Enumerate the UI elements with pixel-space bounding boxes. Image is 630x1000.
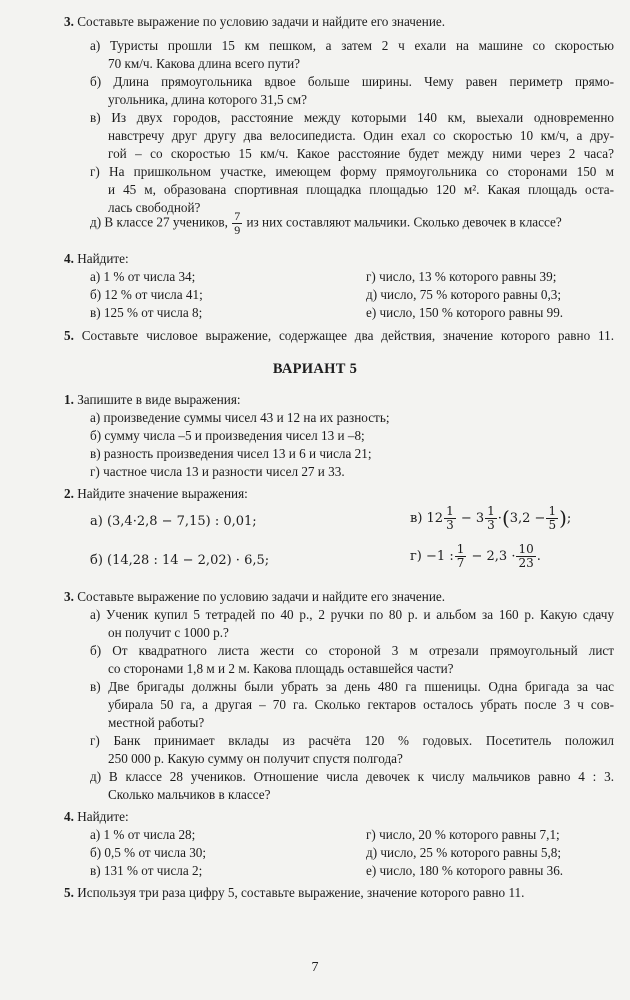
task2-v-mid: − 3 [460, 511, 485, 526]
task-number: 3. [64, 14, 74, 29]
task2-v-inner: 3,2 − [509, 511, 546, 526]
task1-heading: 1. Запишите в виде выражения: [64, 392, 241, 407]
task2-expr-b: б) (14,28 : 14 − 2,02) · 6,5; [90, 553, 270, 568]
fraction-10-23: $\frac{10}{23}$ [518, 542, 534, 570]
task4-v4-left-0: а) 1 % от числа 34; [90, 269, 196, 284]
task2-g-pre: −1 : [426, 549, 454, 564]
task3-v4-v-line3: гой – со скоростью 15 км/ч. Какое расстояние будет между ними через 2 часа? [108, 146, 614, 161]
task2-expr-g [410, 543, 541, 570]
task4-heading: 4. Найдите: [64, 809, 129, 824]
task3-v4-d-post: из них составляют мальчики. Сколько девочек в классе? [246, 214, 562, 230]
task3-v4-v-line2: навстречу друг другу два велосипедиста. Один ехал со скоростью 10 км/ч, а дру- [108, 128, 614, 143]
task3-g-line1: г) Банк принимает вклады из расчёта 120 % годовых. Посетитель положил [90, 733, 614, 748]
task5-v4: 5. Составьте числовое выражение, содержащее два действия, значение которого равно 11. [64, 328, 614, 343]
task-number: 5. [64, 328, 74, 343]
task4-v4-left-2: в) 125 % от числа 8; [90, 305, 203, 320]
task3-a-line1: а) Ученик купил 5 тетрадей по 40 р., 2 ручки по 80 р. и альбом за 160 р. Какую сдачу [90, 607, 614, 622]
task4-left-2: в) 131 % от числа 2; [90, 863, 203, 878]
task3-v4-g-line1: г) На пришкольном участке, имеющем форму прямоугольника со сторонами 150 м [90, 164, 614, 179]
task3-b-line2: со сторонами 1,8 м и 2 м. Какова площадь оставшейся части? [108, 661, 454, 676]
task4-left-0: а) 1 % от числа 28; [90, 827, 196, 842]
task3-g-line2: 250 000 р. Какую сумму он получит спустя полгода? [108, 751, 403, 766]
task-number: 4. [64, 251, 74, 266]
task3-v4-heading: 3. Составьте выражение по условию задачи и найдите его значение. [64, 14, 446, 29]
task4-v4-right-2: е) число, 150 % которого равны 99. [366, 305, 564, 320]
task-number: 1. [64, 392, 74, 407]
fraction-1-5: $\frac{1}{5}$ [548, 504, 557, 532]
task3-v4-d-pre: д) В классе 27 учеников, [90, 214, 228, 230]
task2-expr-a: а) (3,4·2,8 − 7,15) : 0,01; [90, 514, 257, 529]
task2-heading: 2. Найдите значение выражения: [64, 486, 248, 501]
task3-v-line3: местной работы? [108, 715, 205, 730]
task3-d-line1: д) В классе 28 учеников. Отношение числа девочек к числу мальчиков равно 4 : 3. [90, 769, 614, 784]
task3-a-line2: он получит с 1000 р.? [108, 625, 229, 640]
task3-v-line2: убирала 50 га, а другая – 70 га. Сколько гектаров осталось убрать после 3 ч сов- [108, 697, 614, 712]
task3-v4-g-line3: лась свободной? [108, 200, 201, 215]
task3-d-line2: Сколько мальчиков в классе? [108, 787, 271, 802]
task4-left-1: б) 0,5 % от числа 30; [90, 845, 207, 860]
task2-g-label: г) [410, 549, 422, 564]
variant-title: ВАРИАНТ 5 [272, 361, 358, 377]
task2-v-int1: 12 [426, 511, 444, 526]
task4-right-1: д) число, 25 % которого равны 5,8; [366, 845, 562, 860]
task1-item-v: в) разность произведения чисел 13 и 6 и числа 21; [90, 446, 372, 461]
task-number: 5. [64, 885, 74, 900]
task3-v4-v-line1: в) Из двух городов, расстояние между которыми 140 км, выехали одновременно [90, 110, 614, 125]
fraction-1-7: $\frac{1}{7}$ [456, 542, 465, 570]
task1-item-a: а) произведение суммы чисел 43 и 12 на их разность; [90, 410, 390, 425]
task3-v-line1: в) Две бригады должны были убрать за день 480 га пшеницы. Одна бригада за час [90, 679, 614, 694]
task2-expr-v: в) 12 $\frac{1}{3}$ − 3 $\frac{1}{3}$ ·(3,2 − $\frac{1}{5}$ ); [410, 504, 572, 532]
task2-v-end: ; [566, 511, 572, 526]
task4-right-0: г) число, 20 % которого равны 7,1; [366, 827, 560, 842]
fraction-1-3-a: $\frac{1}{3}$ [446, 504, 454, 532]
task3-v4-b-line1: б) Длина прямоугольника вдвое больше ширины. Чему равен периметр прямо- [90, 74, 614, 89]
task2-v-label: в) [410, 511, 423, 526]
task4-right-2: е) число, 180 % которого равны 36. [366, 863, 564, 878]
fraction-7-9: $\frac{7}{9}$ [234, 209, 241, 237]
task4-v4-right-0: г) число, 13 % которого равны 39; [366, 269, 557, 284]
task-number: 3. [64, 589, 74, 604]
page-number: 7 [311, 960, 319, 975]
task3-v4-b-line2: угольника, длина которого 31,5 см? [108, 92, 307, 107]
fraction-1-3-b: $\frac{1}{3}$ [487, 504, 495, 532]
task1-item-g: г) частное числа 13 и разности чисел 27 и 33. [90, 464, 345, 479]
task1-item-b: б) сумму числа –5 и произведения чисел 13 и –8; [90, 428, 365, 443]
task4-v4-heading: 4. Найдите: [64, 251, 129, 266]
task4-v4-right-1: д) число, 75 % которого равны 0,3; [366, 287, 562, 302]
task-number: 4. [64, 809, 74, 824]
task3-heading: 3. Составьте выражение по условию задачи и найдите его значение. [64, 589, 446, 604]
task3-b-line1: б) От квадратного листа жести со стороной 3 м отрезали прямоугольный лист [90, 643, 614, 658]
task5: 5. Используя три раза цифру 5, составьте выражение, значение которого равно 11. [64, 885, 525, 900]
task3-v4-a-line1: а) Туристы прошли 15 км пешком, а затем 2 ч ехали на машине со скоростью [90, 38, 614, 53]
task2-g-end: . [536, 549, 541, 564]
task2-g-mid: − 2,3 · [471, 549, 516, 564]
task3-v4-d-line [90, 210, 562, 237]
task3-v4-g-line2: и 45 м, образована спортивная площадка площадью 120 м². Какая площадь оста- [108, 182, 614, 197]
task-number: 2. [64, 486, 74, 501]
task4-v4-left-1: б) 12 % от числа 41; [90, 287, 203, 302]
task3-v4-a-line2: 70 км/ч. Какова длина всего пути? [108, 56, 301, 71]
